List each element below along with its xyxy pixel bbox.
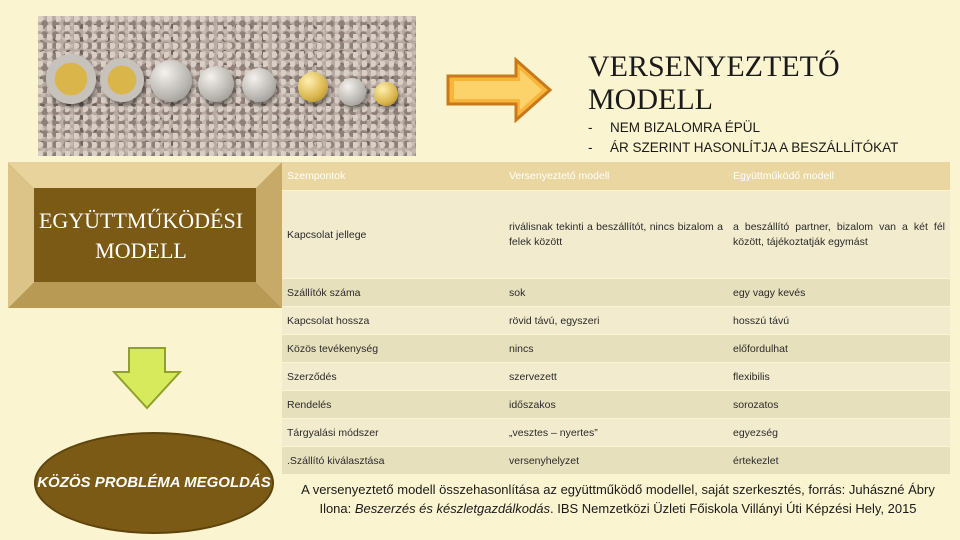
table-cell: nincs [504,335,728,363]
down-arrow-icon [112,346,182,410]
coin-10-silver [242,68,276,102]
table-cell: hosszú távú [728,307,950,335]
coin-2-silver [338,78,366,106]
table-cell: sorozatos [728,391,950,419]
table-cell: egy vagy kevés [728,279,950,307]
table-row [282,447,950,475]
table-cell: .Szállító kiválasztása [282,447,504,475]
table-cell: versenyhelyzet [504,447,728,475]
caption-book-title: Beszerzés és készletgazdálkodás [354,501,550,516]
table-cell: riválisnak tekinti a beszállítót, nincs bizalom a felek között [504,191,728,279]
comparison-table [282,162,950,475]
table-cell: Rendelés [282,391,504,419]
table-cell: „vesztes – nyertes” [504,419,728,447]
coin-50-silver [150,60,192,102]
table-cell: Kapcsolat jellege [282,191,504,279]
table-header-row [282,162,950,191]
table-row [282,335,950,363]
table-cell: Szállítók száma [282,279,504,307]
table-row [282,279,950,307]
source-caption [292,480,944,518]
table-cell: Szerződés [282,363,504,391]
table-cell: Közös tevékenység [282,335,504,363]
coin-20-silver [198,66,234,102]
coin-5-gold [298,72,328,102]
caption-text-end: . IBS Nemzetközi Üzleti Főiskola Villányi Úti Képzési Hely, 2015 [549,501,917,516]
bullet-item: - NEM BIZALOMRA ÉPÜL [588,120,761,135]
table-cell: egyezség [728,419,950,447]
table-cell: sok [504,279,728,307]
bullet-item: - ÁR SZERINT HASONLÍTJA A BESZÁLLÍTÓKAT [588,140,899,155]
page-title [588,50,840,116]
table-row [282,191,950,279]
coins-photo [38,16,416,156]
caption-text: A versenyeztető modell összehasonlítása az együttműködő modellel, saját szerkesztés, forrás: Juhászné Ábry Ilona: [301,482,935,516]
table-cell: szervezett [504,363,728,391]
title-line-2: MODELL [588,83,713,116]
coin-100-bimetal [100,58,144,102]
table-cell: előfordulhat [728,335,950,363]
table-row [282,391,950,419]
table-cell: értekezlet [728,447,950,475]
table-row [282,307,950,335]
coin-50-bimetal [46,54,96,104]
table-cell: Kapcsolat hossza [282,307,504,335]
table-row [282,363,950,391]
cooperation-model-label: EGYÜTTMŰKÖDÉSI MODELL [38,208,244,263]
joint-problem-solving-oval: KÖZÖS PROBLÉMA MEGOLDÁS [34,432,274,534]
table-header-cell: Együttműködő modell [728,162,950,191]
table-cell: a beszállító partner, bizalom van a két fél között, tájékoztatják egymást [728,191,950,279]
table-row [282,419,950,447]
bullet-list [588,118,898,158]
table-cell: időszakos [504,391,728,419]
table-header-cell: Szempontok [282,162,504,191]
table-cell: flexibilis [728,363,950,391]
table-cell: rövid távú, egyszeri [504,307,728,335]
table-header-cell: Versenyeztető modell [504,162,728,191]
table-cell: Tárgyalási módszer [282,419,504,447]
title-line-1: VERSENYEZTETŐ [588,50,840,83]
coin-1-gold [374,82,398,106]
right-arrow-icon [446,56,552,124]
